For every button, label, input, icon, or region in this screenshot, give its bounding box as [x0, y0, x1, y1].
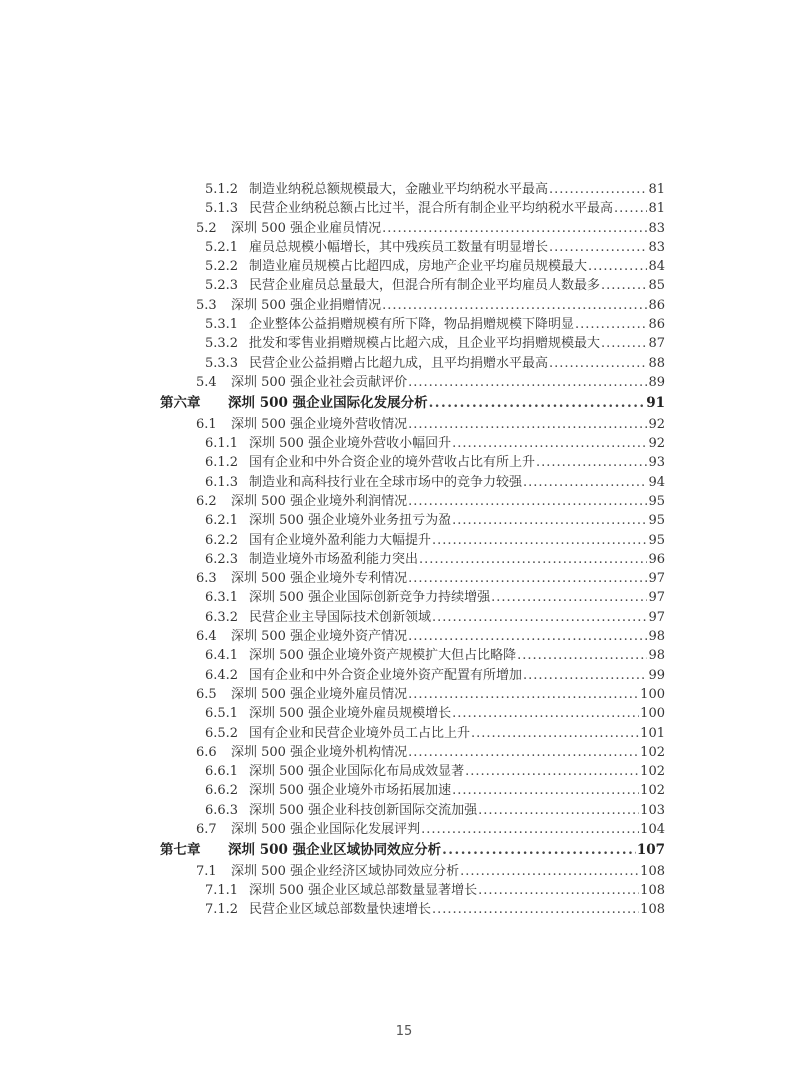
- toc-entry[interactable]: [160, 492, 665, 511]
- toc-entry[interactable]: [160, 666, 665, 685]
- toc-entry-page: 102: [640, 783, 665, 799]
- toc-chapter-entry[interactable]: [160, 392, 665, 415]
- toc-leader-dots: [452, 704, 639, 723]
- toc-entry-page: 81: [648, 182, 665, 197]
- toc-entry-number: 6.1.1: [205, 436, 239, 452]
- toc-entry-page: 97: [648, 609, 665, 625]
- toc-entry[interactable]: [160, 781, 665, 800]
- toc-entry-number: 6.2.1: [205, 513, 239, 529]
- toc-entry-title: 批发和零售业捐赠规模占比超六成，且企业平均捐赠规模最大: [249, 336, 601, 352]
- toc-entry-number: 6.7: [196, 822, 217, 837]
- toc-entry-title: 深圳 500 强企业境外市场拓展加速: [249, 783, 452, 799]
- toc-entry-number: 5.3.2: [205, 336, 239, 352]
- toc-entry-page: 104: [640, 822, 665, 837]
- toc-leader-dots: [408, 415, 647, 434]
- toc-leader-dots: [478, 881, 639, 900]
- toc-leader-dots: [465, 762, 639, 781]
- toc-entry[interactable]: [160, 511, 665, 530]
- toc-entry[interactable]: [160, 881, 665, 900]
- toc-entry-page: 98: [648, 648, 665, 664]
- toc-leader-dots: [601, 276, 647, 295]
- toc-entry-page: 86: [648, 297, 665, 313]
- toc-leader-dots: [536, 453, 647, 472]
- toc-entry-number: 5.1.2: [205, 182, 239, 197]
- toc-entry-number: 6.4.1: [205, 648, 239, 664]
- toc-leader-dots: [523, 473, 647, 492]
- toc-entry-title: 深圳 500 强企业科技创新国际交流加强: [249, 802, 478, 818]
- toc-entry-number: 6.2: [196, 493, 217, 509]
- toc-entry-page: 102: [640, 764, 665, 780]
- toc-entry-number: 5.2.1: [205, 239, 239, 255]
- toc-entry-title: 制造业境外市场盈利能力突出: [249, 551, 419, 567]
- toc-entry-number: 5.2.2: [205, 259, 239, 275]
- toc-leader-dots: [382, 296, 647, 315]
- toc-entry-number: 6.4: [196, 629, 217, 645]
- toc-entry-title: 民营企业主导国际技术创新领域: [249, 609, 432, 625]
- toc-entry-page: 97: [648, 590, 665, 606]
- toc-leader-dots: [549, 180, 647, 199]
- toc-entry-title: 国有企业和民营企业境外员工占比上升: [249, 725, 471, 741]
- toc-entry-page: 102: [640, 744, 665, 760]
- toc-leader-dots: [471, 724, 639, 743]
- toc-leader-dots: [549, 354, 647, 373]
- toc-entry-page: 108: [640, 863, 665, 879]
- toc-entry-number: 6.5.2: [205, 725, 239, 741]
- toc-entry-page: 92: [648, 416, 665, 432]
- toc-entry-number: 5.3.1: [205, 317, 239, 333]
- toc-entry-number: 5.2.3: [205, 278, 239, 294]
- toc-entry-number: 6.3: [196, 571, 217, 587]
- toc-entry-title: 国有企业境外盈利能力大幅提升: [249, 532, 432, 548]
- toc-entry-number: 6.1: [196, 416, 217, 432]
- toc-entry[interactable]: [160, 646, 665, 665]
- toc-entry[interactable]: [160, 276, 665, 295]
- toc-entry-page: 83: [648, 220, 665, 236]
- toc-entry-title: 深圳 500 强企业雇员情况: [231, 220, 382, 236]
- toc-entry-title: 深圳 500 强企业区域协同效应分析: [228, 842, 442, 859]
- toc-entry-page: 87: [648, 336, 665, 352]
- toc-entry-title: 民营企业公益捐赠占比超九成，且平均捐赠水平最高: [249, 355, 549, 371]
- toc-entry-page: 83: [648, 239, 665, 255]
- toc-entry-number: 第七章: [160, 842, 201, 859]
- toc-leader-dots: [460, 862, 639, 881]
- toc-entry[interactable]: [160, 820, 665, 839]
- toc-entry[interactable]: [160, 219, 665, 238]
- toc-entry-page: 86: [648, 317, 665, 333]
- toc-leader-dots: [452, 434, 647, 453]
- toc-entry-page: 99: [648, 667, 665, 683]
- toc-entry-number: 6.6: [196, 744, 217, 760]
- toc-entry-title: 深圳 500 强企业境外专利情况: [231, 571, 408, 587]
- toc-entry[interactable]: [160, 704, 665, 723]
- toc-leader-dots: [408, 373, 647, 392]
- toc-leader-dots: [523, 666, 647, 685]
- toc-entry-number: 5.4: [196, 374, 217, 390]
- toc-entry-page: 92: [648, 436, 665, 452]
- toc-entry-title: 深圳 500 强企业境外机构情况: [231, 744, 408, 760]
- toc-entry-title: 深圳 500 强企业境外利润情况: [231, 493, 408, 509]
- toc-entry-page: 103: [640, 802, 665, 818]
- toc-entry-page: 96: [648, 551, 665, 567]
- toc-entry-title: 深圳 500 强企业经济区域协同效应分析: [231, 863, 460, 879]
- toc-leader-dots: [575, 315, 647, 334]
- toc-leader-dots: [549, 238, 647, 257]
- toc-entry-title: 企业整体公益捐赠规模有所下降，物品捐赠规模下降明显: [249, 317, 575, 333]
- toc-entry-page: 81: [648, 201, 665, 217]
- toc-entry[interactable]: [160, 531, 665, 550]
- toc-entry-title: 深圳 500 强企业境外资产规模扩大但占比略降: [249, 648, 517, 664]
- toc-entry-page: 94: [648, 474, 665, 490]
- table-of-contents: [160, 180, 665, 920]
- toc-entry[interactable]: [160, 238, 665, 257]
- toc-leader-dots: [408, 569, 647, 588]
- toc-entry-title: 深圳 500 强企业境外雇员规模增长: [249, 706, 452, 722]
- toc-entry[interactable]: [160, 900, 665, 919]
- toc-entry-page: 107: [636, 842, 665, 859]
- toc-entry[interactable]: [160, 473, 665, 492]
- toc-leader-dots: [429, 392, 646, 415]
- toc-entry-page: 95: [648, 513, 665, 529]
- toc-entry[interactable]: [160, 373, 665, 392]
- toc-leader-dots: [408, 743, 639, 762]
- toc-entry-title: 国有企业和中外合资企业的境外营收占比有所上升: [249, 455, 536, 471]
- toc-entry[interactable]: [160, 685, 665, 704]
- toc-entry-number: 7.1: [196, 863, 217, 879]
- toc-entry-number: 6.6.1: [205, 764, 239, 780]
- toc-entry-title: 深圳 500 强企业境外营收情况: [231, 416, 408, 432]
- toc-leader-dots: [588, 257, 647, 276]
- toc-entry-number: 5.3.3: [205, 355, 239, 371]
- toc-entry-title: 深圳 500 强企业社会贡献评价: [231, 374, 408, 390]
- toc-entry-title: 民营企业纳税总额占比过半，混合所有制企业平均纳税水平最高: [249, 201, 614, 217]
- toc-entry-number: 6.5: [196, 686, 217, 702]
- toc-leader-dots: [408, 492, 647, 511]
- toc-entry-title: 制造业纳税总额规模最大，金融业平均纳税水平最高: [249, 182, 549, 197]
- toc-entry-title: 深圳 500 强企业国际化发展分析: [228, 395, 428, 412]
- toc-entry-page: 93: [648, 455, 665, 471]
- toc-entry-number: 6.6.2: [205, 783, 239, 799]
- toc-entry[interactable]: [160, 550, 665, 569]
- toc-entry-page: 84: [648, 259, 665, 275]
- toc-entry-title: 深圳 500 强企业境外资产情况: [231, 629, 408, 645]
- toc-leader-dots: [478, 801, 639, 820]
- toc-entry[interactable]: [160, 608, 665, 627]
- toc-entry[interactable]: [160, 257, 665, 276]
- toc-entry-title: 深圳 500 强企业捐赠情况: [231, 297, 382, 313]
- toc-entry-number: 第六章: [160, 395, 201, 412]
- toc-leader-dots: [421, 820, 639, 839]
- toc-entry-title: 民营企业区域总部数量快速增长: [249, 902, 432, 918]
- toc-entry-number: 6.1.3: [205, 474, 239, 490]
- toc-leader-dots: [452, 781, 639, 800]
- toc-entry-number: 5.2: [196, 220, 217, 236]
- toc-entry-page: 91: [646, 395, 665, 412]
- toc-entry[interactable]: [160, 588, 665, 607]
- toc-entry[interactable]: [160, 434, 665, 453]
- toc-entry[interactable]: [160, 453, 665, 472]
- toc-entry[interactable]: [160, 801, 665, 820]
- toc-entry[interactable]: [160, 334, 665, 353]
- toc-entry-number: 6.5.1: [205, 706, 239, 722]
- toc-entry-number: 5.3: [196, 297, 217, 313]
- toc-entry-page: 101: [640, 725, 665, 741]
- toc-leader-dots: [601, 334, 647, 353]
- toc-entry-number: 7.1.2: [205, 902, 239, 918]
- toc-entry[interactable]: [160, 296, 665, 315]
- toc-entry-page: 88: [648, 355, 665, 371]
- toc-entry-title: 深圳 500 强企业境外业务扭亏为盈: [249, 513, 452, 529]
- toc-entry[interactable]: [160, 743, 665, 762]
- page-number: 15: [395, 1024, 413, 1039]
- toc-entry-page: 100: [640, 686, 665, 702]
- toc-entry-page: 89: [648, 374, 665, 390]
- toc-entry-page: 100: [640, 706, 665, 722]
- toc-leader-dots: [614, 199, 647, 218]
- toc-leader-dots: [408, 685, 639, 704]
- toc-entry-page: 98: [648, 629, 665, 645]
- toc-entry-title: 国有企业和中外合资企业境外资产配置有所增加: [249, 667, 523, 683]
- toc-leader-dots: [432, 900, 639, 919]
- toc-entry[interactable]: [160, 354, 665, 373]
- toc-entry-number: 6.6.3: [205, 802, 239, 818]
- toc-entry-title: 雇员总规模小幅增长，其中残疾员工数量有明显增长: [249, 239, 549, 255]
- toc-entry-page: 95: [648, 493, 665, 509]
- toc-entry-page: 108: [640, 883, 665, 899]
- toc-entry-number: 6.4.2: [205, 667, 239, 683]
- toc-leader-dots: [517, 646, 647, 665]
- toc-leader-dots: [452, 511, 647, 530]
- toc-entry[interactable]: [160, 627, 665, 646]
- toc-entry-title: 深圳 500 强企业境外营收小幅回升: [249, 436, 452, 452]
- toc-leader-dots: [491, 588, 647, 607]
- toc-entry-number: 6.3.2: [205, 609, 239, 625]
- toc-entry[interactable]: [160, 569, 665, 588]
- toc-entry-number: 6.2.2: [205, 532, 239, 548]
- toc-entry-page: 97: [648, 571, 665, 587]
- toc-entry-number: 6.1.2: [205, 455, 239, 471]
- toc-entry-number: 6.3.1: [205, 590, 239, 606]
- toc-entry[interactable]: [160, 199, 665, 218]
- toc-entry[interactable]: [160, 724, 665, 743]
- toc-leader-dots: [432, 608, 647, 627]
- toc-chapter-entry[interactable]: [160, 839, 665, 862]
- toc-entry-title: 制造业雇员规模占比超四成，房地产企业平均雇员规模最大: [249, 259, 588, 275]
- toc-entry-title: 深圳 500 强企业境外雇员情况: [231, 686, 408, 702]
- toc-entry-title: 深圳 500 强企业国际创新竞争力持续增强: [249, 590, 491, 606]
- toc-entry[interactable]: [160, 415, 665, 434]
- toc-entry-title: 民营企业雇员总量最大，但混合所有制企业平均雇员人数最多: [249, 278, 601, 294]
- toc-leader-dots: [442, 839, 636, 862]
- toc-entry[interactable]: [160, 180, 665, 199]
- toc-entry-title: 深圳 500 强企业国际化发展评判: [231, 822, 421, 837]
- toc-entry[interactable]: [160, 762, 665, 781]
- toc-entry-number: 5.1.3: [205, 201, 239, 217]
- toc-leader-dots: [419, 550, 647, 569]
- toc-leader-dots: [382, 219, 647, 238]
- toc-entry-number: 7.1.1: [205, 883, 239, 899]
- toc-leader-dots: [408, 627, 647, 646]
- toc-entry[interactable]: [160, 315, 665, 334]
- toc-entry-title: 深圳 500 强企业区域总部数量显著增长: [249, 883, 478, 899]
- toc-entry-title: 深圳 500 强企业国际化布局成效显著: [249, 764, 465, 780]
- toc-entry-page: 85: [648, 278, 665, 294]
- toc-entry-page: 95: [648, 532, 665, 548]
- toc-entry-title: 制造业和高科技行业在全球市场中的竞争力较强: [249, 474, 523, 490]
- toc-entry[interactable]: [160, 862, 665, 881]
- toc-leader-dots: [432, 531, 647, 550]
- toc-entry-page: 108: [640, 902, 665, 918]
- toc-entry-number: 6.2.3: [205, 551, 239, 567]
